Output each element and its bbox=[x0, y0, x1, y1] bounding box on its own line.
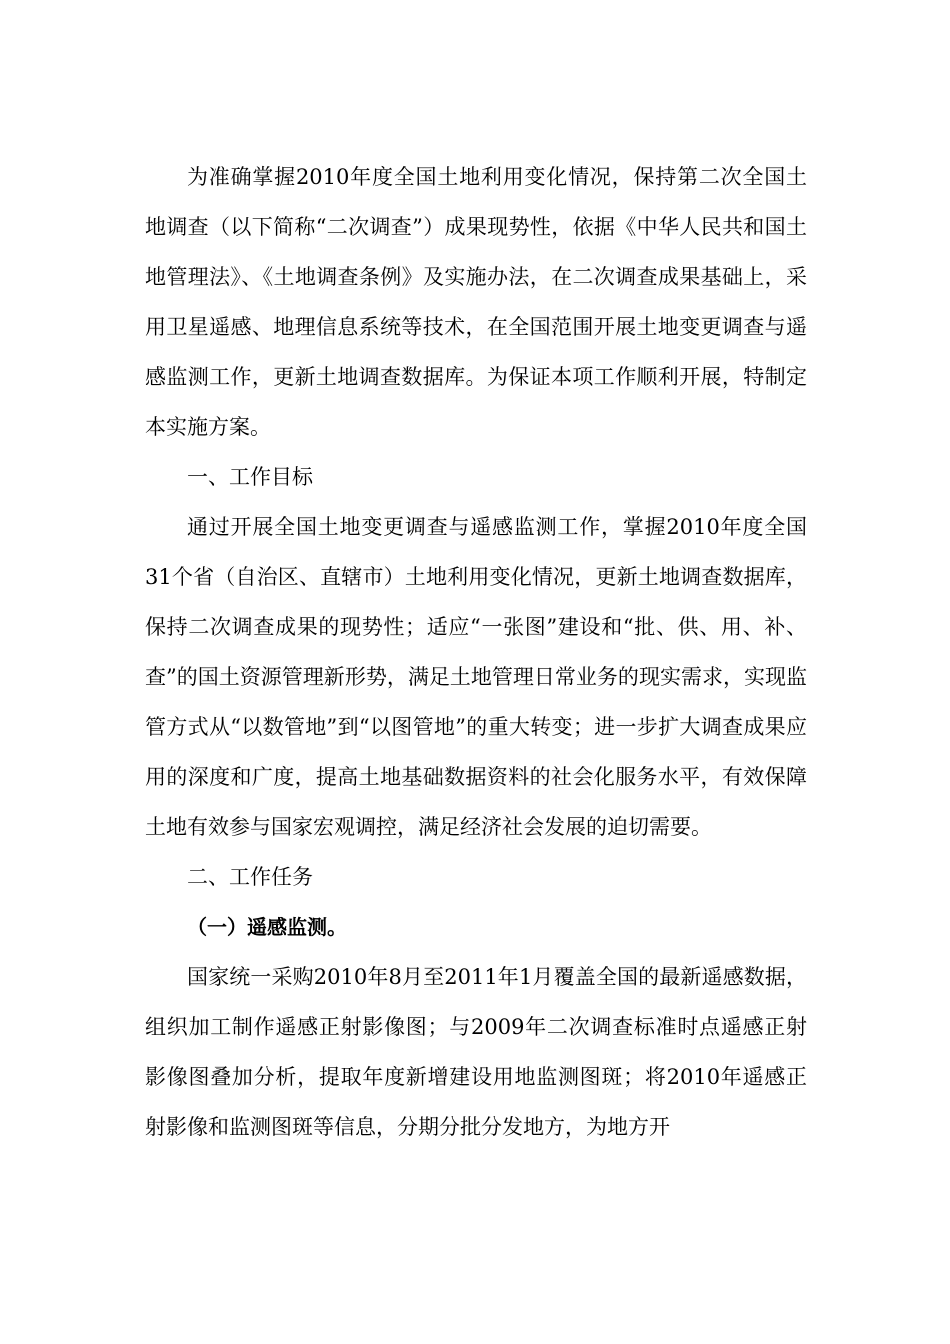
goals-paragraph: 通过开展全国土地变更调查与遥感监测工作，掌握2010年度全国31个省（自治区、直辖市）土地利用变化情况，更新土地调查数据库，保持二次调查成果的现势性；适应“一张图”建设和“批、供、用、补、查”的国土资源管理新形势，满足土地管理日常业务的现实需求，实现监管方式从“以数管地”到“以图管地”的重大转变；进一步扩大调查成果应用的深度和广度，提高土地基础数据资料的社会化服务水平，有效保障土地有效参与国家宏观调控，满足经济社会发展的迫切需要。 bbox=[145, 515, 807, 839]
document-body bbox=[145, 152, 807, 1152]
subsection-heading-remote-sensing: （一）遥感监测。 bbox=[187, 915, 347, 939]
section-heading-goals: 一、工作目标 bbox=[187, 465, 313, 489]
intro-paragraph: 为准确掌握2010年度全国土地利用变化情况，保持第二次全国土地调查（以下简称“二次调查”）成果现势性，依据《中华人民共和国土地管理法》、《土地调查条例》及实施办法，在二次调查成果基础上，采用卫星遥感、地理信息系统等技术，在全国范围开展土地变更调查与遥感监测工作，更新土地调查数据库。为保证本项工作顺利开展，特制定本实施方案。 bbox=[145, 165, 807, 439]
remote-sensing-paragraph: 国家统一采购2010年8月至2011年1月覆盖全国的最新遥感数据，组织加工制作遥感正射影像图；与2009年二次调查标准时点遥感正射影像图叠加分析，提取年度新增建设用地监测图斑；将2010年遥感正射影像和监测图斑等信息，分期分批分发地方，为地方开 bbox=[145, 965, 807, 1139]
section-heading-tasks: 二、工作任务 bbox=[187, 865, 313, 889]
